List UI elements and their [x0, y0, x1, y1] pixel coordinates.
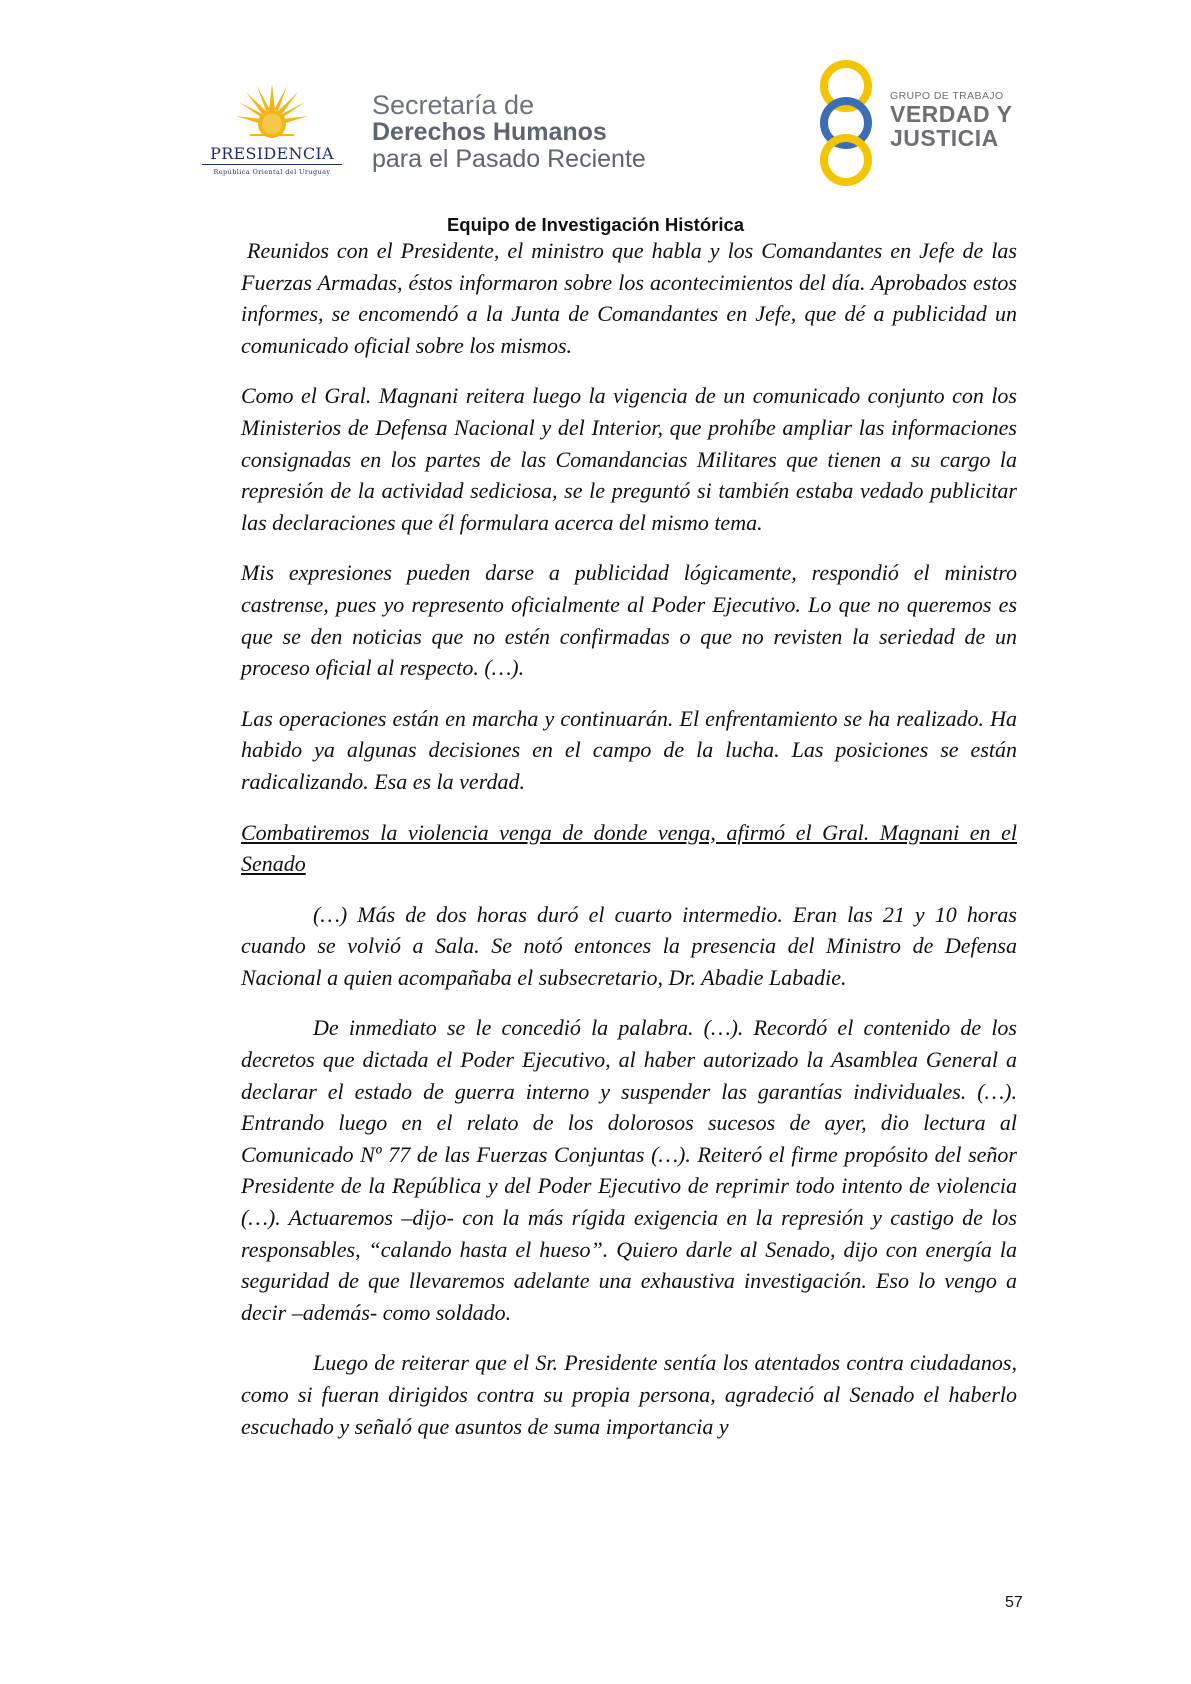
secretaria-logo-text	[372, 92, 646, 173]
team-title: Equipo de Investigación Histórica	[446, 214, 745, 235]
paragraph: Reunidos con el Presidente, el ministro que habla y los Comandantes en Jefe de las Fuerzas Armadas, éstos informaron sobre los acontecimientos del día. Aprobados estos informes, se encomendó a la Junta de Comandantes en Jefe, que dé a publicidad un comunicado oficial sobre los mismos.	[241, 238, 1017, 358]
secretaria-line-3: para el Pasado Reciente	[372, 145, 646, 173]
grupo-trabajo-line-2: VERDAD Y	[890, 101, 1013, 127]
divider	[202, 164, 342, 165]
grupo-trabajo-text	[890, 90, 1012, 150]
paragraph: De inmediato se le concedió la palabra. (…). Recordó el contenido de los decretos que dictada el Poder Ejecutivo, al haber autorizado la Asamblea General a declarar el estado de guerra interno y suspender las garantías individuales. (…). Entrando luego en el relato de los dolorosos sucesos de ayer, dio lectura al Comunicado Nº 77 de las Fuerzas Conjuntas (…). Reiteró el firme propósito del señor Presidente de la República y del Poder Ejecutivo de reprimir todo intento de violencia (…). Actuaremos –dijo- con la más rígida exigencia en la represión y castigo de los responsables, “calando hasta el hueso”. Quiero darle al Senado, dijo con energía la seguridad de que llevaremos adelante una exhaustiva investigación. Eso lo vengo a decir –además- como soldado.	[241, 1015, 1017, 1325]
paragraph: Las operaciones están en marcha y continuarán. El enfrentamiento se ha realizado. Ha habido ya algunas decisiones en el campo de la lucha. Las posiciones se están radicalizando. Esa es la verdad.	[241, 705, 1017, 794]
presidencia-name: PRESIDENCIA	[210, 144, 334, 163]
paragraph: (…) Más de dos horas duró el cuarto intermedio. Eran las 21 y 10 horas cuando se volvió a Sala. Se notó entonces la presencia del Ministro de Defensa Nacional a quien acompañaba el subsecretario, Dr. Abadie Labadie.	[241, 901, 1017, 990]
paragraph: Como el Gral. Magnani reitera luego la vigencia de un comunicado conjunto con los Ministerios de Defensa Nacional y del Interior, que prohíbe ampliar las informaciones consignadas en los partes de las Comandancias Militares que tienen a su cargo la represión de la actividad sediciosa, se le preguntó si también estaba vedado publicitar las declaraciones que él formulara acerca del mismo tema.	[241, 383, 1017, 535]
document-body	[241, 235, 1017, 1461]
grupo-trabajo-logo	[808, 60, 1032, 186]
paragraph: Luego de reiterar que el Sr. Presidente sentía los atentados contra ciudadanos, como si fueran dirigidos contra su propia persona, agradeció al Senado el haberlo escuchado y señaló que asuntos de suma importancia y	[241, 1350, 1017, 1439]
linked-rings-icon	[808, 60, 884, 186]
page-number: 57	[1005, 1594, 1023, 1611]
presidencia-logo	[196, 82, 348, 182]
sun-icon	[234, 82, 310, 152]
secretaria-line-1: Secretaría de	[372, 90, 535, 120]
grupo-trabajo-line-3: JUSTICIA	[890, 125, 999, 151]
paragraph: Mis expresiones pueden darse a publicidad lógicamente, respondió el ministro castrense, pues yo represento oficialmente al Poder Ejecutivo. Lo que no queremos es que se den noticias que no estén confirmadas o que no revisten la seriedad de un proceso oficial al respecto. (…).	[241, 560, 1017, 681]
grupo-trabajo-line-1: GRUPO DE TRABAJO	[890, 90, 1004, 102]
secretaria-line-2: Derechos Humanos	[372, 118, 607, 146]
page-header	[0, 0, 1191, 200]
section-heading: Combatiremos la violencia venga de donde venga, afirmó el Gral. Magnani en el Senado	[241, 819, 1017, 877]
presidencia-subtitle: República Oriental del Uruguay	[213, 168, 331, 176]
